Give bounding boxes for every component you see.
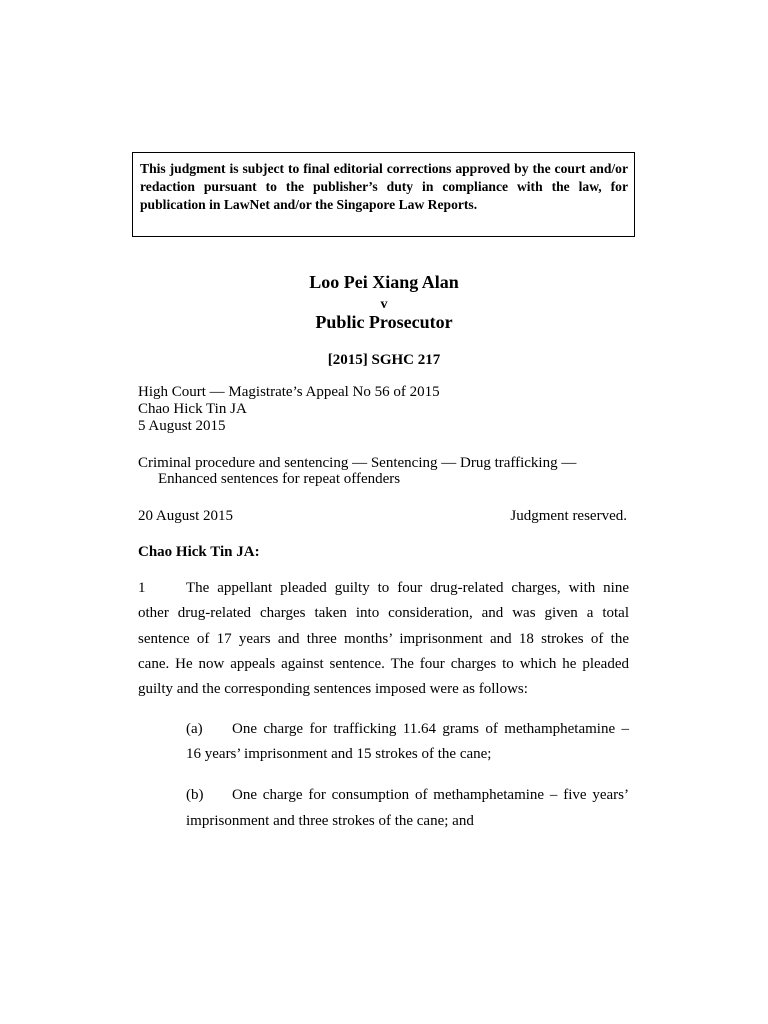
editorial-notice-text: This judgment is subject to final editorial corrections approved by the court and/or redaction pursuant to the publisher’s duty in compliance with the law, for publication in LawNet and/or the Singapore Law Reports. <box>140 161 628 212</box>
appellant-name: Loo Pei Xiang Alan <box>309 272 459 292</box>
versus-label: v <box>380 297 388 312</box>
respondent-name: Public Prosecutor <box>315 312 453 332</box>
decision-date: 20 August 2015 <box>138 508 234 524</box>
paragraph-number: 1 <box>138 580 146 596</box>
judge-name: Chao Hick Tin JA <box>138 401 247 417</box>
item-b-line-2: imprisonment and three strokes of the cane; and <box>186 813 474 829</box>
paragraph-1-line-1: 1 The appellant pleaded guilty to four drug-related charges, with nine <box>138 580 629 596</box>
paragraph-1-line-2: other drug-related charges taken into consideration, and was given a total <box>138 605 629 621</box>
item-a-line-1: (a) One charge for trafficking 11.64 grams of methamphetamine – <box>186 721 629 737</box>
item-b-label: (b) <box>186 787 204 803</box>
catchwords-line-2: Enhanced sentences for repeat offenders <box>158 471 401 487</box>
hearing-date: 5 August 2015 <box>138 418 226 434</box>
item-a-line-2: 16 years’ imprisonment and 15 strokes of the cane; <box>186 746 492 762</box>
item-b-line-1: (b) One charge for consumption of methamphetamine – five years’ <box>186 787 629 803</box>
item-a-label: (a) <box>186 721 203 737</box>
paragraph-1-line-3: sentence of 17 years and three months’ imprisonment and 18 strokes of the <box>138 631 629 647</box>
editorial-notice-box <box>132 152 635 237</box>
case-citation: [2015] SGHC 217 <box>327 352 441 368</box>
judge-heading: Chao Hick Tin JA: <box>138 544 260 560</box>
paragraph-1-line-4: cane. He now appeals against sentence. The four charges to which he pleaded <box>138 656 629 672</box>
paragraph-1-line-5: guilty and the corresponding sentences imposed were as follows: <box>138 681 528 697</box>
court-and-appeal-number: High Court — Magistrate’s Appeal No 56 of 2015 <box>138 384 440 400</box>
catchwords-line-1: Criminal procedure and sentencing — Sentencing — Drug trafficking — <box>138 455 577 471</box>
decision-status: Judgment reserved. <box>510 508 627 524</box>
